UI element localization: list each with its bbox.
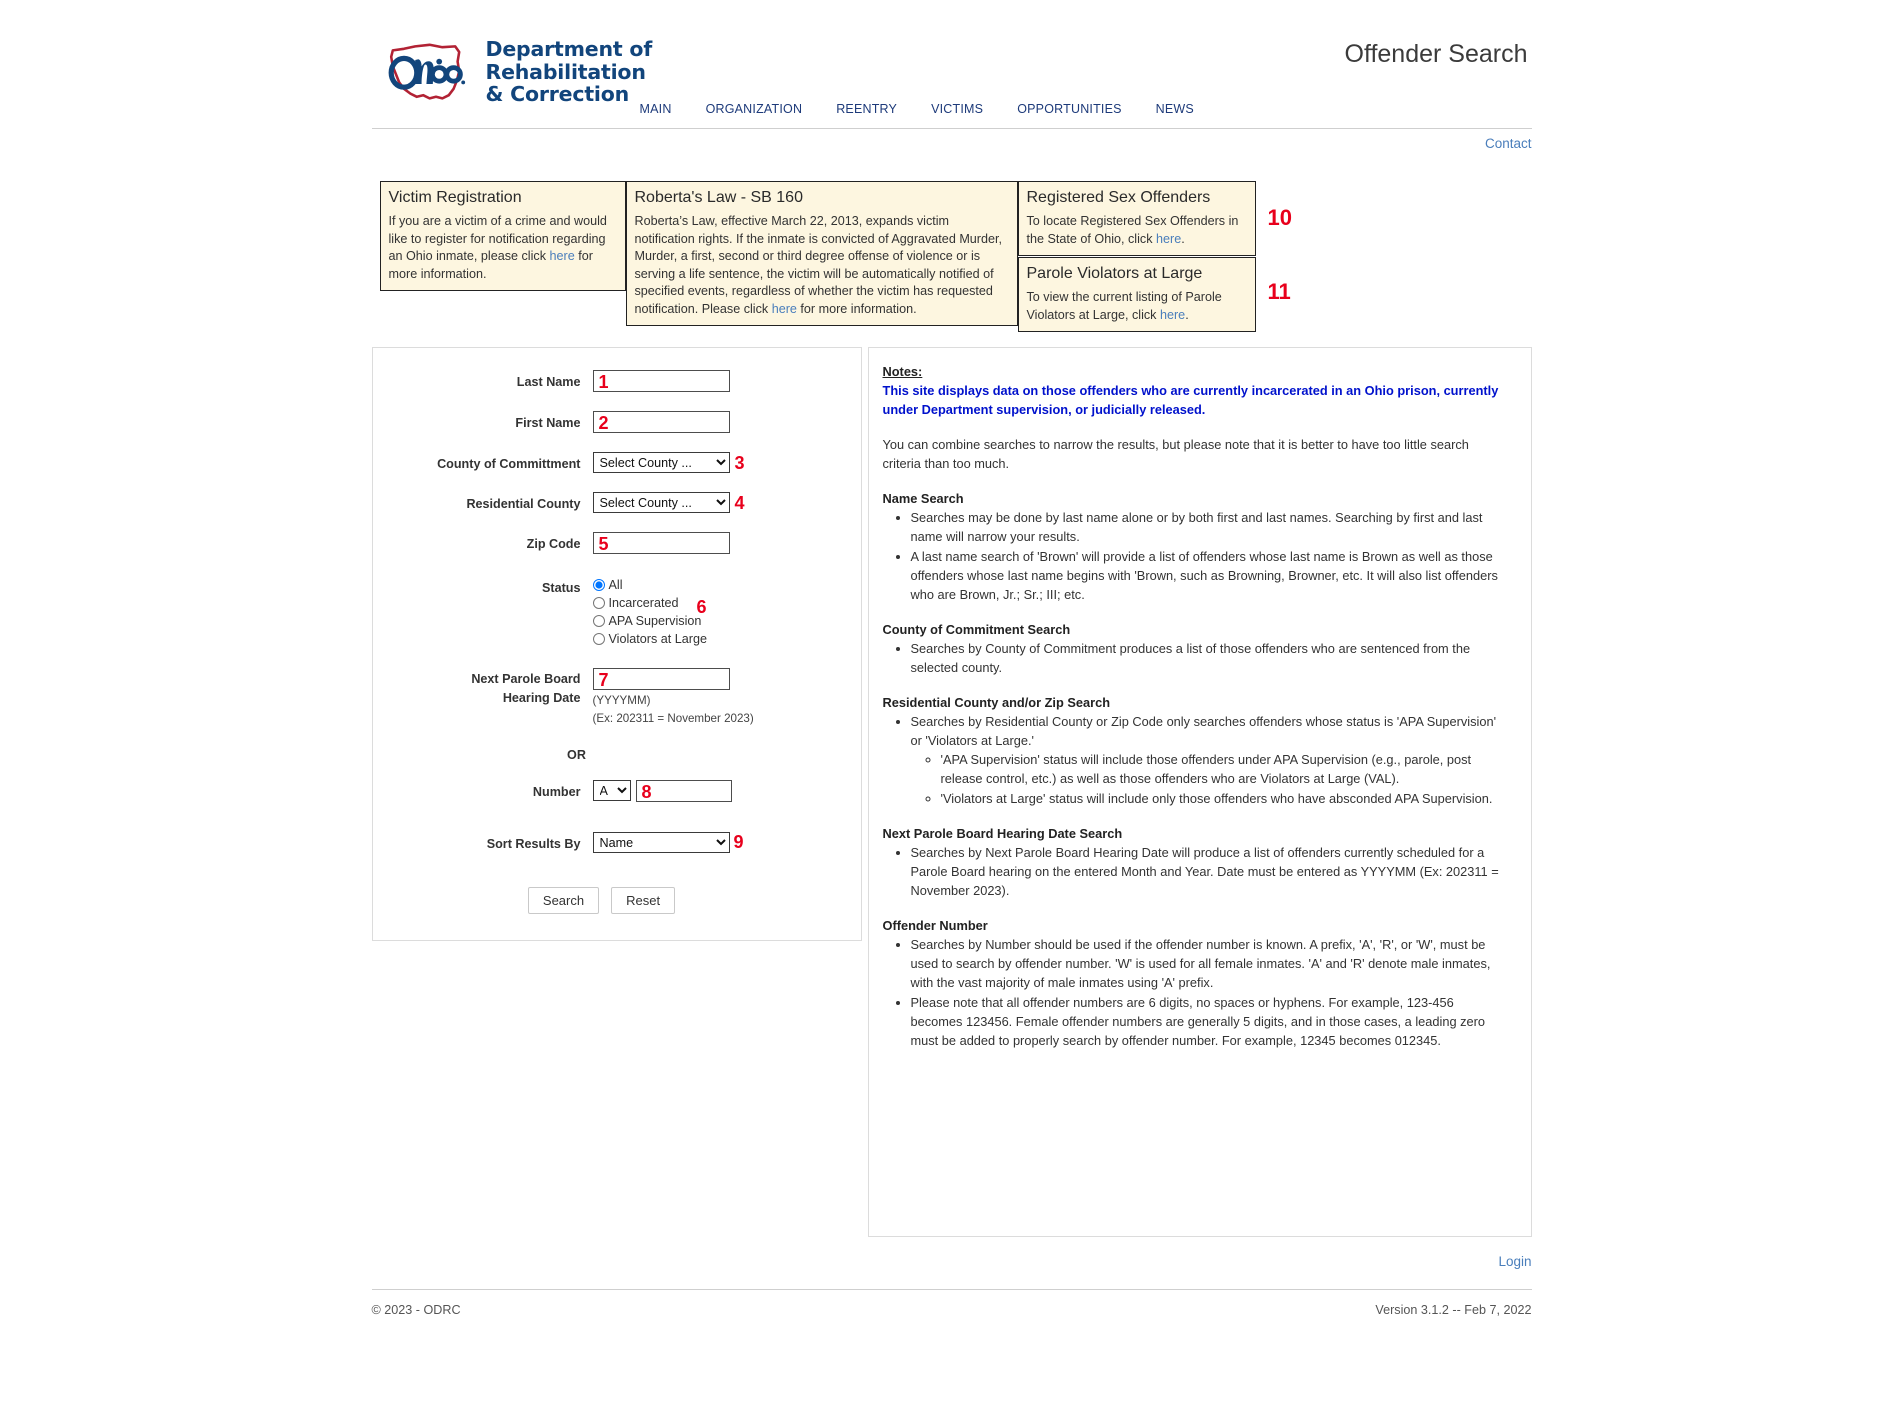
- notice-victim-here-link[interactable]: here: [549, 249, 575, 263]
- notes-sublist-residential: [911, 750, 1509, 808]
- annotation-marker-4: 4: [734, 493, 745, 513]
- field-row-number: [373, 780, 861, 802]
- notice-rso-text-before: To locate Registered Sex Offenders in the State of Ohio, click: [1026, 214, 1239, 246]
- notice-victim-registration: [380, 181, 626, 291]
- search-button[interactable]: Search: [528, 887, 599, 914]
- brand-line-2: Rehabilitation: [485, 59, 646, 84]
- hearing-date-label: [373, 668, 593, 708]
- residential-county-select[interactable]: [593, 492, 730, 513]
- status-label: Status: [542, 581, 581, 595]
- page-title: Offender Search: [1344, 40, 1528, 68]
- field-row-county-of-committment: [373, 452, 861, 473]
- residential-county-label: Residential County: [466, 497, 581, 511]
- number-input-wrap: [636, 780, 732, 802]
- sort-results-by-select[interactable]: [593, 832, 730, 853]
- number-label: Number: [532, 785, 581, 799]
- field-row-residential-county: [373, 492, 861, 513]
- number-prefix-select[interactable]: [593, 780, 631, 801]
- status-option-all[interactable]: [593, 576, 707, 594]
- notes-section-residential-county-zip: [883, 695, 1509, 808]
- last-name-input[interactable]: [593, 370, 730, 392]
- hearing-date-label-line2: Hearing Date: [502, 691, 581, 705]
- notes-list-hearing-date: [883, 843, 1509, 900]
- list-item: • A last name search of 'Brown' will provide a list of offenders whose last name is Brown as well as those offenders whose last name begins with 'Brown, such as Browning, Browner, etc. It will also list offenders who are Brown, Jr.; Sr.; III; etc.: [911, 547, 1509, 604]
- field-row-status: [373, 576, 861, 648]
- hearing-date-label-line1: Next Parole Board: [471, 672, 581, 686]
- notice-rso-here-link[interactable]: here: [1156, 231, 1182, 246]
- notice-roberta-title: Roberta's Law - SB 160: [634, 189, 803, 206]
- notice-pval-text-before: To view the current listing of Parole Violators at Large, click: [1026, 290, 1222, 322]
- list-item: • Searches by County of Commitment produces a list of those offenders who are sentenced from the selected county.: [911, 639, 1509, 677]
- notes-section-offender-number: [883, 918, 1509, 1050]
- ohio-logo-icon: [380, 39, 476, 105]
- notice-roberta-text-after: for more information.: [796, 301, 917, 316]
- county-of-committment-select[interactable]: [593, 452, 730, 473]
- notes-lead: This site displays data on those offenders who are currently incarcerated in an Ohio prison, currently under Department supervision, or judicially released.: [882, 383, 1499, 417]
- notes-panel: [868, 347, 1532, 1237]
- notice-rso-title: Registered Sex Offenders: [1026, 189, 1211, 206]
- search-form-panel: [372, 347, 862, 941]
- notes-section-hearing-date: [883, 826, 1509, 900]
- nav-item-news[interactable]: NEWS: [1155, 102, 1194, 116]
- annotation-marker-7: 7: [598, 670, 609, 690]
- notes-section-name-search: [883, 491, 1509, 604]
- list-item-text: Searches by Residential County or Zip Code only searches offenders whose status is 'APA Supervision' or 'Violators at Large.': [910, 714, 1497, 748]
- status-radio-apa-supervision[interactable]: [593, 615, 605, 627]
- field-row-first-name: [373, 411, 861, 433]
- field-row-sort-results-by: [373, 832, 861, 853]
- residential-county-control: [593, 492, 745, 513]
- sort-results-by-control: [593, 832, 744, 853]
- notice-rso-body: [1027, 213, 1247, 248]
- notice-pval-text-after: .: [1185, 307, 1189, 322]
- reset-button[interactable]: Reset: [611, 887, 675, 914]
- sort-results-by-label: Sort Results By: [486, 837, 581, 851]
- status-option-all-label: All: [608, 578, 623, 592]
- status-option-apa-supervision-label: APA Supervision: [608, 614, 702, 628]
- site-footer: [372, 1290, 1532, 1317]
- zip-code-label: Zip Code: [526, 537, 581, 551]
- main-navigation: [640, 102, 1194, 116]
- hearing-date-control: [593, 668, 754, 726]
- notice-roberta-text-before: Roberta’s Law, effective March 22, 2013, expands victim notification rights. If the inmate is convicted of Aggravated Murder, Murder, a first, second or third degree offense of violence or is serving a life sentence, the victim will be automatically notified of specified events, regardless of whether the victim has requested notification. Please click: [634, 214, 1003, 316]
- notice-robertas-law: [626, 181, 1018, 326]
- notice-pval-body: [1027, 289, 1247, 324]
- status-option-apa-supervision[interactable]: [593, 612, 707, 630]
- notice-victim-text-before: If you are a victim of a crime and would like to register for notification regarding an Ohio inmate, please click: [388, 214, 607, 263]
- login-link[interactable]: Login: [1498, 1254, 1532, 1269]
- annotation-marker-11: 11: [1267, 279, 1291, 304]
- list-item: [911, 712, 1509, 808]
- zip-code-control: [593, 532, 730, 554]
- annotation-marker-3: 3: [734, 453, 745, 473]
- or-separator: OR: [567, 748, 586, 762]
- main-content: [372, 347, 1532, 1237]
- copyright-text: © 2023 - ODRC: [371, 1303, 461, 1317]
- annotation-marker-10: 10: [1267, 205, 1292, 230]
- notes-heading-hearing-date: Next Parole Board Hearing Date Search: [882, 826, 1123, 841]
- list-item: • Please note that all offender numbers are 6 digits, no spaces or hyphens. For example, 123-456 becomes 123456. Female offender numbers are generally 5 digits, and in those cases, a leading zero must be added to properly search by offender number. For example, 12345 becomes 012345.: [911, 993, 1509, 1050]
- site-brand[interactable]: [380, 38, 653, 106]
- brand-line-1: Department of: [485, 37, 653, 61]
- nav-item-victims[interactable]: VICTIMS: [931, 102, 984, 116]
- notices-region: [372, 181, 1532, 321]
- notice-pval-here-link[interactable]: here: [1159, 307, 1186, 322]
- last-name-label: Last Name: [516, 375, 581, 389]
- first-name-control: [593, 411, 730, 433]
- notes-heading-residential-county-zip: Residential County and/or Zip Search: [882, 695, 1111, 710]
- notice-rso-text-after: .: [1181, 231, 1185, 246]
- notes-list-county-of-commitment: [883, 639, 1509, 677]
- notes-heading-offender-number: Offender Number: [882, 918, 988, 933]
- status-option-violators-at-large-label: Violators at Large: [608, 632, 707, 646]
- brand-title: [486, 38, 653, 106]
- nav-item-reentry[interactable]: REENTRY: [836, 102, 898, 116]
- status-radio-violators-at-large[interactable]: [593, 633, 605, 645]
- nav-item-main[interactable]: MAIN: [639, 102, 672, 116]
- county-of-committment-label: County of Committment: [437, 457, 581, 471]
- first-name-input[interactable]: [593, 411, 730, 433]
- number-input[interactable]: [636, 780, 732, 802]
- notes-list-name-search: [883, 508, 1509, 604]
- notes-list-offender-number: [883, 935, 1509, 1050]
- first-name-label: First Name: [515, 416, 581, 430]
- field-row-hearing-date: [373, 668, 861, 726]
- status-radio-group: [593, 576, 707, 648]
- list-item: ◦ 'APA Supervision' status will include those offenders under APA Supervision (e.g., parole, post release control, etc.) as well as those offenders who are Violators at Large (VAL).: [941, 750, 1509, 788]
- last-name-control: [593, 370, 730, 392]
- site-header: [372, 0, 1532, 128]
- nav-item-opportunities[interactable]: OPPORTUNITIES: [1017, 102, 1122, 116]
- hearing-date-hint-example: (Ex: 202311 = November 2023): [592, 712, 754, 725]
- brand-line-3: & Correction: [485, 82, 630, 106]
- notice-victim-body: [389, 213, 617, 283]
- nav-item-organization[interactable]: ORGANIZATION: [705, 102, 803, 116]
- notes-section-county-of-commitment: [883, 622, 1509, 677]
- notes-paragraph: You can combine searches to narrow the results, but please note that it is better to have too little search criteria than too much.: [882, 437, 1469, 471]
- contact-row: [372, 129, 1532, 153]
- notice-victim-title: Victim Registration: [388, 189, 522, 206]
- status-option-incarcerated[interactable]: [593, 594, 707, 612]
- notice-victim-text-after: for more information.: [388, 249, 593, 281]
- notes-list-residential-county-zip: [883, 712, 1509, 808]
- status-option-violators-at-large[interactable]: [593, 630, 707, 648]
- hearing-date-input[interactable]: [593, 668, 730, 690]
- list-item: • Searches by Next Parole Board Hearing Date will produce a list of offenders currently scheduled for a Parole Board hearing on the entered Month and Year. Date must be entered as YYYYMM (Ex: 202311 = November 2023).: [911, 843, 1509, 900]
- notice-registered-sex-offenders: [1018, 181, 1256, 256]
- notice-pval-title: Parole Violators at Large: [1026, 265, 1203, 282]
- notice-roberta-here-link[interactable]: here: [771, 301, 797, 316]
- notice-parole-violators-at-large: [1018, 257, 1256, 332]
- annotation-marker-2: 2: [598, 413, 609, 433]
- list-item: • Searches by Number should be used if the offender number is known. A prefix, 'A', 'R', or 'W', must be used to search by offender number. 'W' is used for all female inmates. 'A' and 'R' denote male inmates, with the vast majority of male inmates using 'A' prefix.: [911, 935, 1509, 992]
- annotation-marker-1: 1: [598, 372, 609, 392]
- form-actions: [373, 887, 861, 914]
- number-control: [593, 780, 732, 802]
- annotation-marker-6: 6: [696, 597, 707, 617]
- annotation-marker-9: 9: [733, 832, 744, 852]
- zip-code-input[interactable]: [593, 532, 730, 554]
- status-option-incarcerated-label: Incarcerated: [608, 596, 679, 610]
- hearing-date-hint-format: (YYYYMM): [592, 694, 651, 707]
- field-row-last-name: [373, 370, 861, 392]
- contact-link[interactable]: Contact: [1484, 136, 1532, 151]
- county-of-committment-control: [593, 452, 745, 473]
- notice-roberta-body: [635, 213, 1009, 318]
- list-item: • Searches may be done by last name alone or by both first and last names. Searching by first and last name will narrow your results.: [911, 508, 1509, 546]
- notes-heading-name-search: Name Search: [882, 491, 964, 506]
- status-radio-all[interactable]: [593, 579, 605, 591]
- version-text: Version 3.1.2 -- Feb 7, 2022: [1375, 1303, 1532, 1317]
- field-row-zip-code: [373, 532, 861, 554]
- notes-heading-county-of-commitment: County of Commitment Search: [882, 622, 1071, 637]
- annotation-marker-5: 5: [598, 534, 609, 554]
- list-item: ◦ 'Violators at Large' status will include only those offenders who have absconded APA Supervision.: [941, 789, 1509, 808]
- status-radio-incarcerated[interactable]: [593, 597, 605, 609]
- notes-title: Notes:: [882, 364, 923, 379]
- annotation-marker-8: 8: [641, 782, 652, 802]
- login-row: [372, 1237, 1532, 1271]
